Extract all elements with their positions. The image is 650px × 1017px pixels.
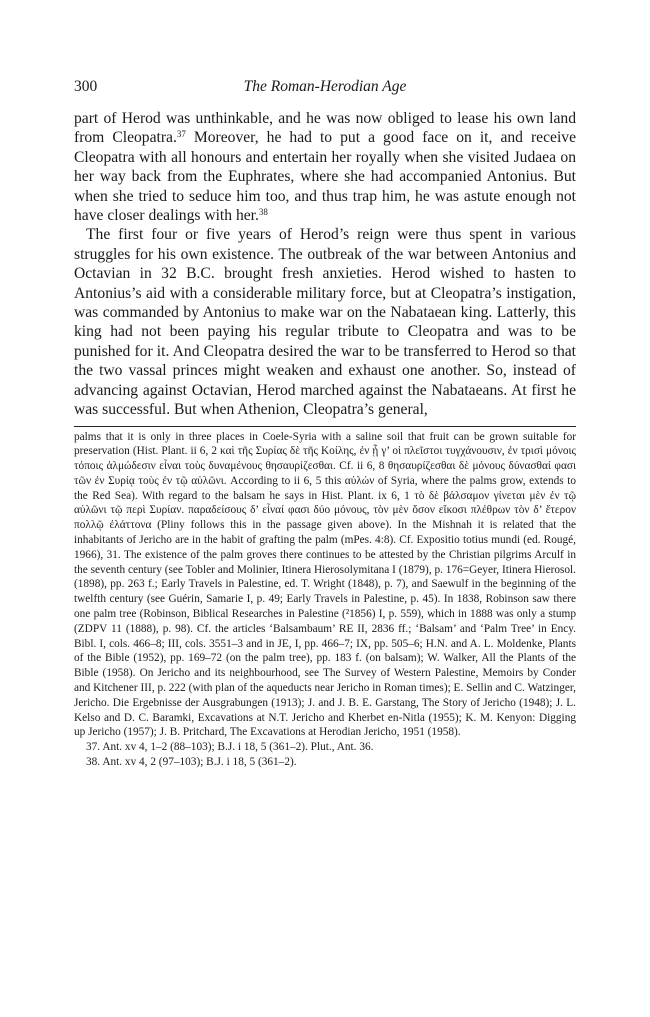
paragraph (74, 109, 576, 225)
running-header (74, 78, 576, 100)
running-title: The Roman-Herodian Age (243, 78, 407, 95)
paragraph: The first four or five years of Herod’s reign were thus spent in various struggles for his own existence. The outbreak of the war between Antonius and Octavian in 32 B.C. brought fresh anxieties. Herod wished to hasten to Antonius’s aid with a considerable military force, but at Cleopatra’s instigation, was commanded by Antonius to make war on the Nabataean king. Latterly, this king had not been paying his regular tribute to Cleopatra and was to be punished for it. And Cleopatra desired the war to be transferred to Herod so that the two vassal princes might weaken and exhaust one another. So, instead of advancing against Octavian, Herod marched against the Nabataeans. At first he was successful. But when Athenion, Cleopatra’s general, (74, 226, 576, 419)
footnote-continuation: palms that it is only in three places in Coele-Syria with a saline soil that fruit can be grown suitable for preservation (Hist. Plant. ii 6, 2 καὶ τῆς Συρίας δὲ τῆς Κοίλης, ἐν ᾗ γ’ οἱ πλεῖστοι τυγχάνουσιν, ἐν τρισὶ μόνοις τόποις ἁλμώδεσιν εἶναι τοὺς δυναμένους θησαυρίζεσθαι. Cf. ii 6, 8 θησαυρίζεσθαι δὲ μόνους δύνασθαί φασι τῶν ἐν Συρίᾳ τοὺς ἐν τῷ αὐλῶνι. According to ii 6, 5 this αὐλών of Syria, where the palms grow, extends to the Red Sea). With regard to the balsam he says in Hist. Plant. ix 6, 1 τὸ δὲ βάλσαμον γίνεται μὲν ἐν τῷ αὐλῶνι τῷ περὶ Συρίαν. παραδείσους δ’ εἶναί φασι δύο μόνους, τὸν μὲν ὅσον εἴκοσι πλέθρων τὸν δ’ ἕτερον πολλῷ ἐλάττονα (Pliny follows this in the passage given above). In the Mishnah it is related that the inhabitants of Jericho are in the habit of grafting the palm (mPes. 4:8). Cf. Expositio totius mundi (ed. Rougé, 1966), 31. The existence of the palm groves there continues to be attested by the Christian pilgrims Arculf in the seventh century (see Tobler and Molinier, Itinera Hierosolymitana I (1879), p. 176=Geyer, Itinera Hierosol. (1898), pp. 263 f.; Early Travels in Palestine, ed. T. Wright (1848), p. 7), and Saewulf in the beginning of the twelfth century (see Guérin, Samarie I, p. 49; Early Travels in Palestine, p. 45). In 1838, Robinson saw there one palm tree (Robinson, Biblical Researches in Palestine (²1856) I, p. 559), which in 1888 was only a stump (ZDPV 11 (1888), p. 98). Cf. the articles ‘Balsambaum’ RE II, 2836 ff.; ‘Balsam’ and ‘Palm Tree’ in Ency. Bibl. I, cols. 466–8; III, cols. 3551–3 and in JE, I, pp. 466–7; IX, pp. 505–6; H.N. and A. L. Moldenke, Plants of the Bible (1952), pp. 169–72 (on the palm tree), pp. 183 f. (on balsam); W. Walker, All the Plants of the Bible (1958). On Jericho and its neighbourhood, see The Survey of Western Palestine, Memoirs by Conder and Kitchener III, p. 222 (with plan of the aqueducts near Jericho in Roman times); E. Sellin and C. Watzinger, Jericho. Die Ergebnisse der Ausgrabungen (1913); J. and J. B. E. Garstang, The Story of Jericho (1948); J. L. Kelso and D. C. Baramki, Excavations at N.T. Jericho and Kherbet en-Nitla (1955); K. M. Kenyon: Digging up Jericho (1957); J. B. Pritchard, The Excavations at Herodian Jericho, 1951 (1958). (74, 430, 576, 739)
footnote-38: 38. Ant. xv 4, 2 (97–103); B.J. i 18, 5 (361–2). (86, 756, 297, 769)
footnotes (74, 430, 576, 770)
footnote-rule (74, 426, 576, 427)
footnote-ref[interactable]: 38 (258, 207, 268, 218)
footnote-ref[interactable]: 37 (176, 129, 186, 140)
paragraph-text: part of Herod was unthinkable, and he was now obliged to lease his own land from Cleopatra. (74, 110, 576, 147)
footnote-37: 37. Ant. xv 4, 1–2 (88–103); B.J. i 18, 5 (361–2). Plut., Ant. 36. (86, 741, 374, 754)
page-number: 300 (74, 78, 98, 95)
paragraph-text: Moreover, he had to put a good face on it, and receive Cleopatra with all honours and entertain her royally when she visited Judaea on her way back from the Euphrates, where she had accompanied Antonius. But when she tried to seduce him too, and thus trap him, he was astute enough not have closer dealings with her. (74, 129, 576, 225)
main-text (74, 109, 576, 420)
page (74, 78, 576, 770)
